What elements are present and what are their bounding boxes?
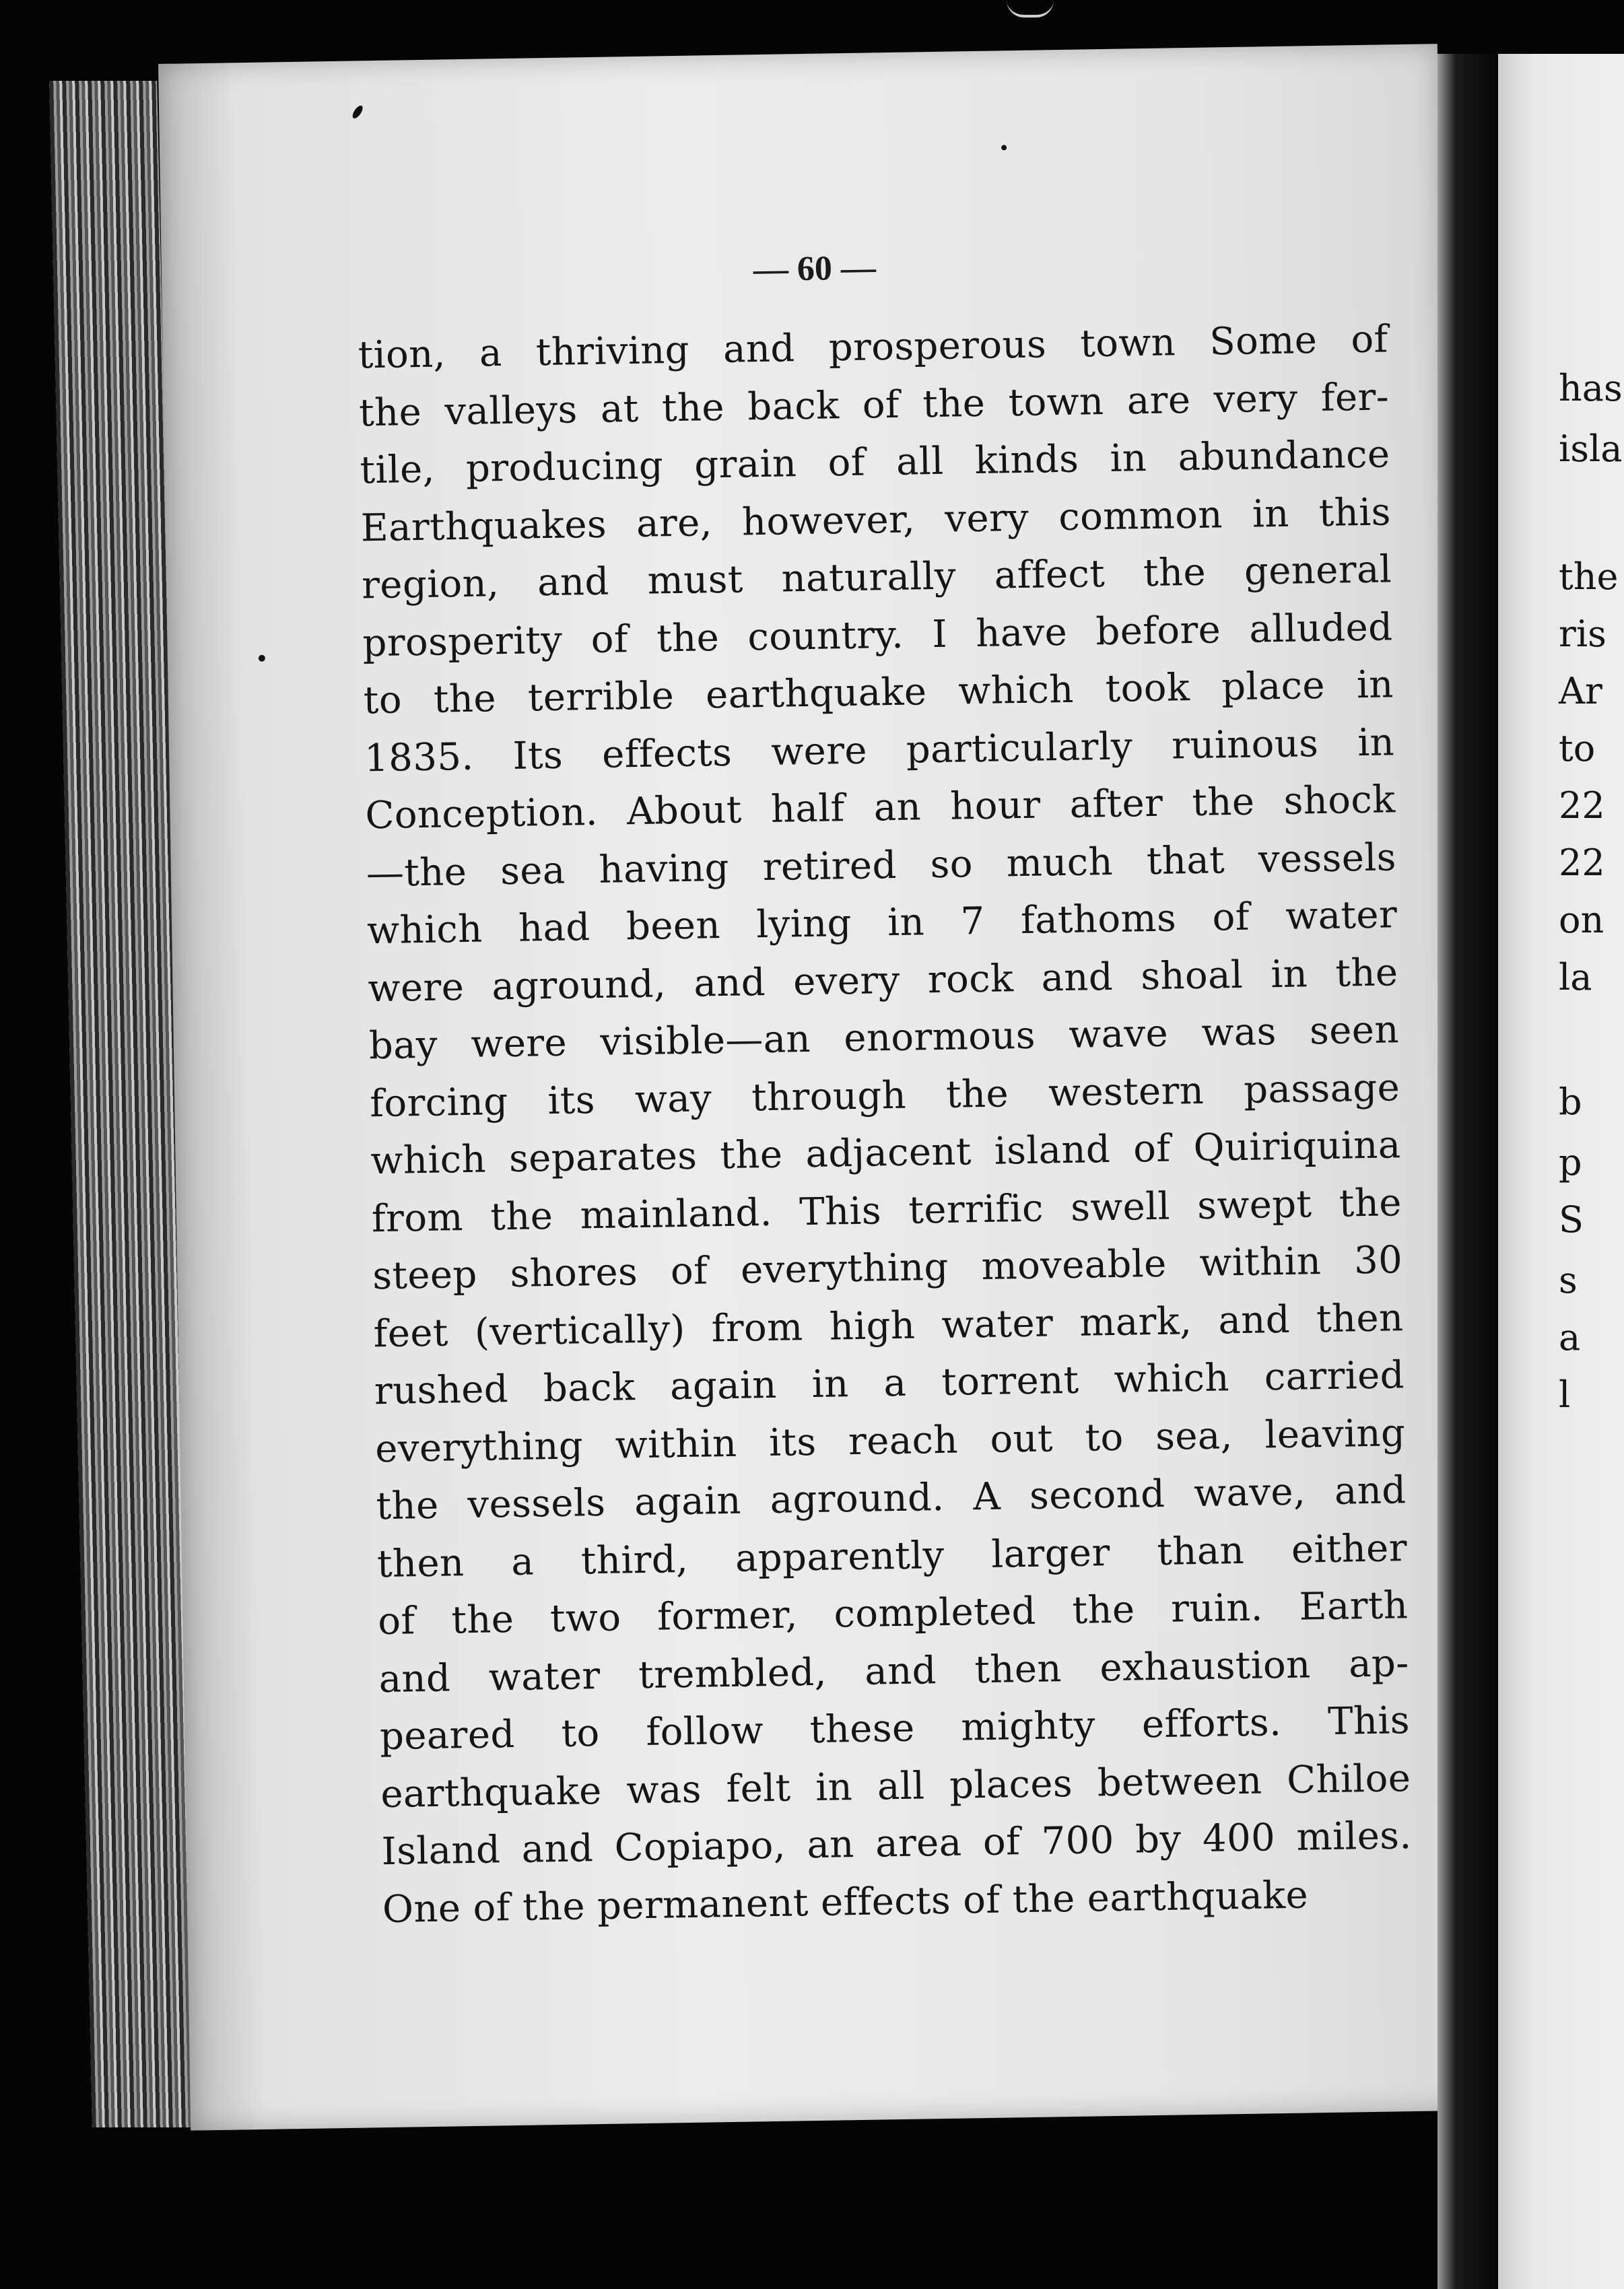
text-line: steep shores of everything moveable within 30: [372, 1238, 1403, 1299]
facing-fragment: isla: [1559, 428, 1623, 470]
text-line: to the terrible earthquake which took place in: [363, 662, 1394, 723]
ink-speck: [259, 655, 265, 662]
facing-fragment: s: [1559, 1259, 1578, 1301]
left-page: [158, 44, 1470, 2130]
facing-fragment: to: [1559, 727, 1596, 770]
facing-fragment: p: [1559, 1141, 1582, 1184]
text-line: Earthquakes are, however, very common in this: [360, 489, 1392, 550]
ink-speck: [351, 104, 365, 120]
text-line: from the mainland. This terrific swell swept the: [371, 1180, 1402, 1241]
text-line: which separates the adjacent island of Quiriquina: [370, 1123, 1401, 1184]
text-line: prosperity of the country. I have before alluded: [362, 605, 1393, 665]
text-line: the vessels again aground. A second wave, and: [376, 1468, 1407, 1529]
facing-fragment: has: [1559, 367, 1623, 409]
text-line: 1835. Its effects were particularly ruinous in: [364, 720, 1395, 780]
text-line: peared to follow these mighty efforts. This: [379, 1699, 1411, 1759]
text-line: everything within its reach out to sea, leaving: [374, 1410, 1406, 1471]
text-line: earthquake was felt in all places between Chiloe: [380, 1756, 1411, 1816]
facing-fragment: the: [1559, 555, 1619, 598]
text-line: Island and Copiapo, an area of 700 by 400 miles.: [381, 1814, 1413, 1874]
facing-fragment: S: [1559, 1198, 1584, 1241]
binding-mark: [1007, 0, 1054, 18]
text-line: and water trembled, and then exhaustion ap-: [378, 1641, 1410, 1701]
text-line: rushed back again in a torrent which carried: [374, 1353, 1405, 1414]
text-line: One of the permanent effects of the earthquake: [382, 1873, 1309, 1932]
text-line: region, and must naturally affect the general: [361, 547, 1392, 608]
page-number: — 60 —: [753, 248, 877, 289]
facing-page: [1498, 54, 1624, 2289]
text-line: bay were visible—an enormous wave was seen: [368, 1008, 1400, 1068]
text-line: the valleys at the back of the town are very fer-: [358, 374, 1390, 435]
facing-fragment: ris: [1559, 613, 1606, 655]
facing-fragment: l: [1559, 1373, 1571, 1416]
text-line: were aground, and every rock and shoal in the: [368, 950, 1398, 1011]
facing-fragment: b: [1559, 1081, 1582, 1123]
text-line: tile, producing grain of all kinds in abundance: [360, 432, 1390, 493]
text-line: then a third, apparently larger than either: [376, 1526, 1408, 1586]
text-line: —the sea having retired so much that vessels: [366, 835, 1397, 895]
text-line: of the two former, completed the ruin. Earth: [377, 1583, 1409, 1644]
text-line: which had been lying in 7 fathoms of water: [366, 893, 1398, 953]
book-gutter: [1437, 54, 1498, 2289]
facing-fragment: Ar: [1559, 670, 1602, 712]
facing-fragment: a: [1559, 1316, 1581, 1359]
facing-fragment: 22: [1559, 784, 1605, 827]
body-text: [358, 310, 1413, 1938]
text-line: Conception. About half an hour after the shock: [365, 778, 1396, 838]
facing-fragment: la: [1559, 956, 1592, 998]
text-line: feet (vertically) from high water mark, and then: [373, 1295, 1404, 1356]
ink-speck: [1001, 145, 1007, 150]
text-line: forcing its way through the western passage: [369, 1065, 1400, 1126]
facing-fragment: on: [1559, 899, 1604, 941]
facing-fragment: 22: [1559, 842, 1605, 884]
text-line: tion, a thriving and prosperous town Some of: [358, 317, 1389, 378]
